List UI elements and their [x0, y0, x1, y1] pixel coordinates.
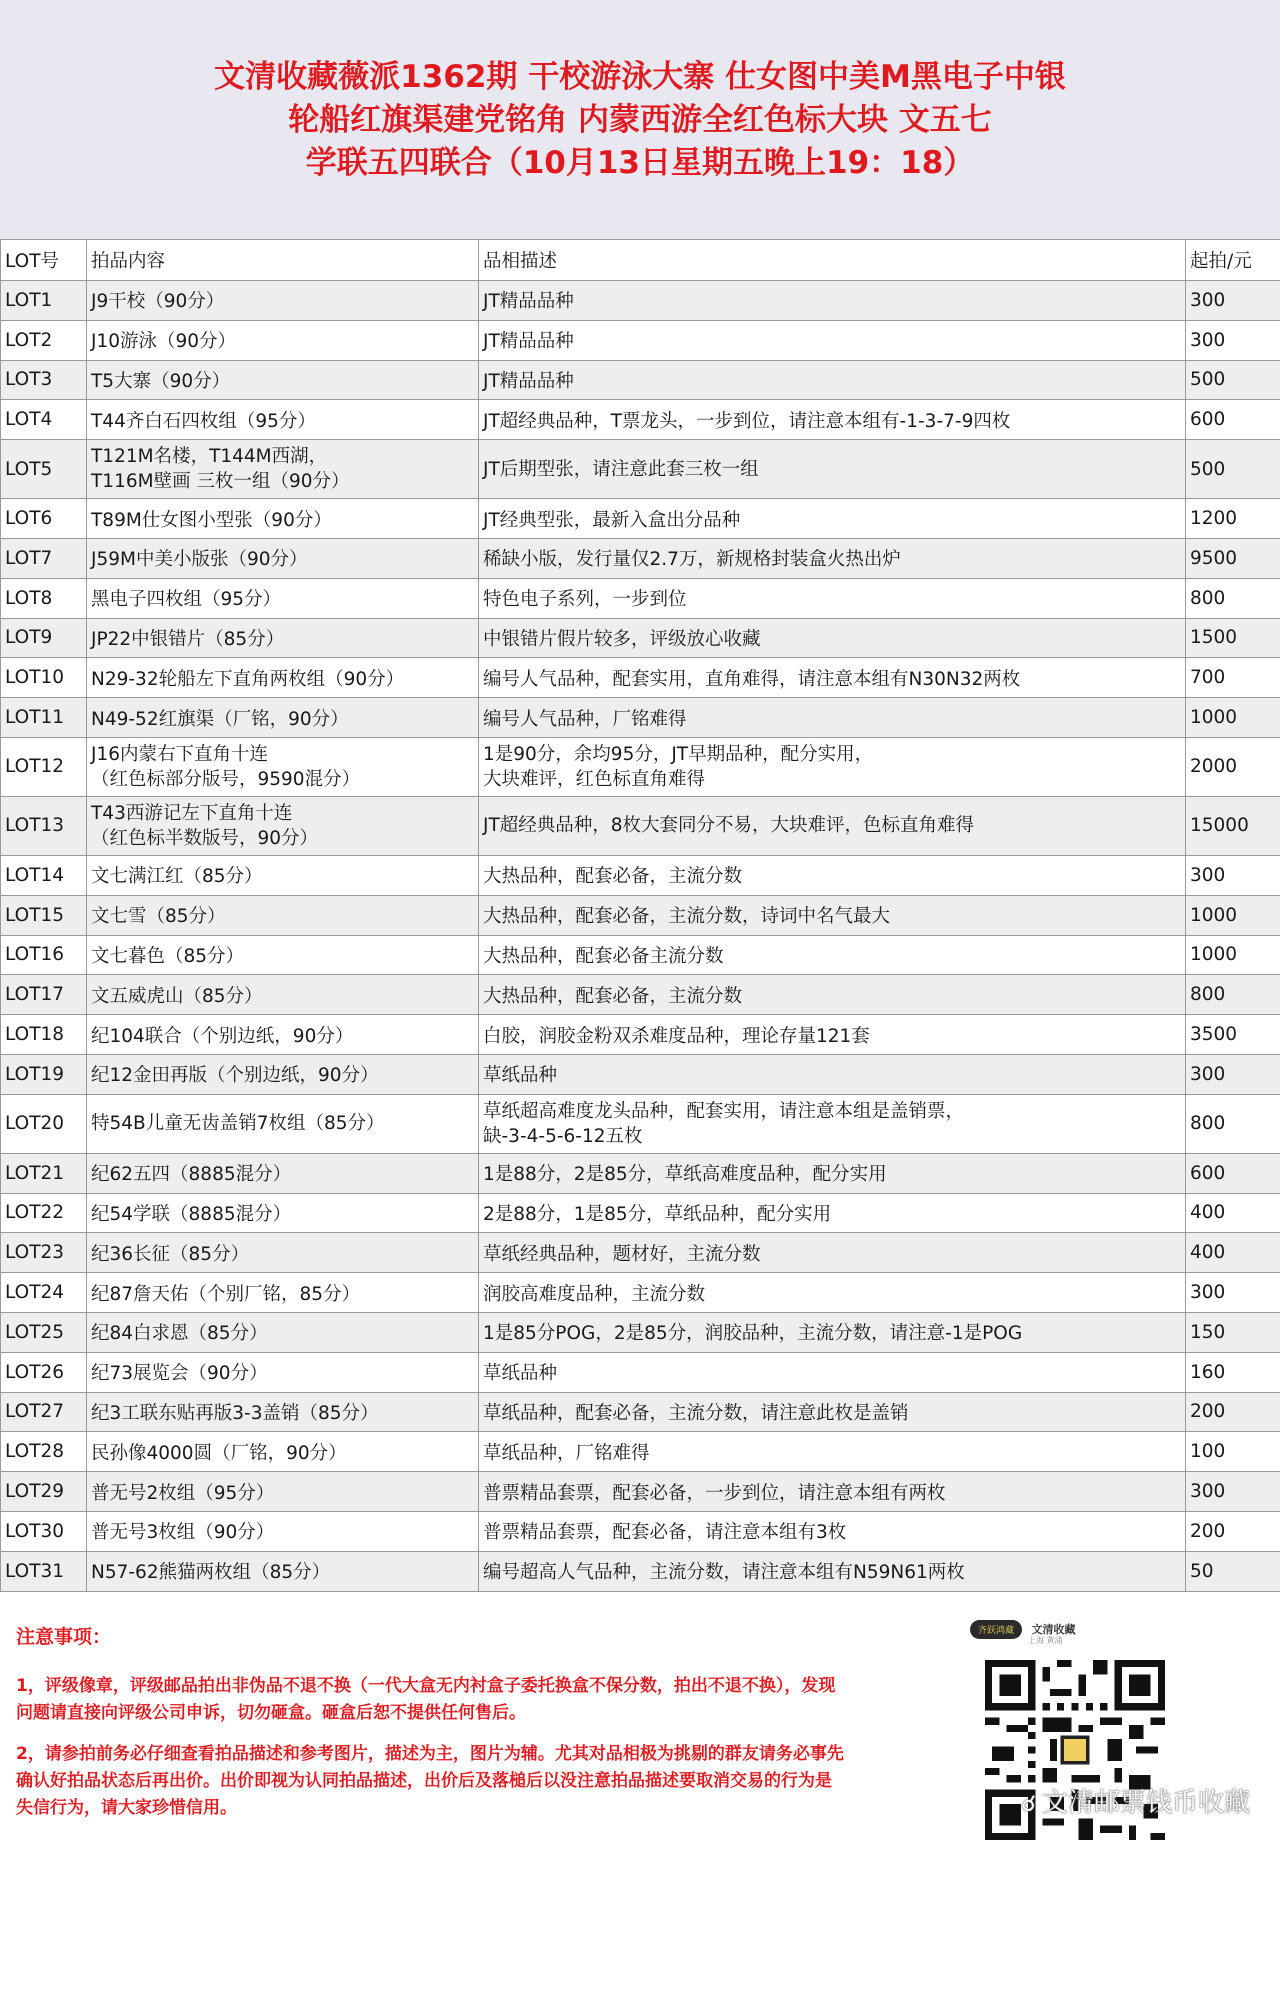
lot-number-cell: LOT7: [1, 538, 87, 578]
description-text: 草纸经典品种，题材好，主流分数: [483, 1243, 761, 1265]
lot-number-cell: LOT21: [1, 1153, 87, 1193]
title-line-2: 轮船红旗渠建党铭角 内蒙西游全红色标大块 文五七: [288, 102, 992, 138]
starting-price-cell: 1500: [1186, 618, 1280, 658]
lot-number-cell: LOT2: [1, 320, 87, 360]
item-cell: [87, 1511, 479, 1551]
lot-number-cell: LOT22: [1, 1193, 87, 1233]
item-text: T44齐白石四枚组（95分）: [91, 410, 316, 432]
description-text: JT超经典品种，8枚大套同分不易，大块难评，色标直角难得: [483, 815, 975, 837]
description-cell: [479, 1472, 1186, 1512]
description-cell: [479, 895, 1186, 935]
description-cell: [479, 935, 1186, 975]
item-text: 纪12金田再版（个别边纸，90分）: [91, 1065, 379, 1087]
item-text: JP22中银错片（85分）: [91, 628, 285, 650]
starting-price-cell: 300: [1186, 855, 1280, 895]
lot-number-cell: LOT27: [1, 1392, 87, 1432]
table-row: [1, 1472, 1280, 1512]
starting-price-cell: 700: [1186, 658, 1280, 698]
description-text: 中银错片假片较多，评级放心收藏: [483, 628, 761, 650]
lot-number-cell: LOT29: [1, 1472, 87, 1512]
description-cell: [479, 538, 1186, 578]
starting-price-cell: 9500: [1186, 538, 1280, 578]
description-text: 草纸超高难度龙头品种，配套实用，请注意本组是盖销票，: [483, 1100, 965, 1122]
item-cell: [87, 578, 479, 618]
watermark-text: 文清邮票钱币收藏: [1041, 1787, 1250, 1818]
description-cell: [479, 1352, 1186, 1392]
table-row: [1, 618, 1280, 658]
description-cell: [479, 1054, 1186, 1094]
item-cell: [87, 1015, 479, 1055]
notes-section: [0, 1592, 1280, 1867]
lot-number-cell: LOT14: [1, 855, 87, 895]
table-row: [1, 499, 1280, 539]
lot-number-cell: LOT12: [1, 737, 87, 796]
description-text: 白胶，润胶金粉双杀难度品种，理论存量121套: [483, 1025, 870, 1047]
starting-price-cell: 3500: [1186, 1015, 1280, 1055]
table-row: [1, 855, 1280, 895]
item-text: 纪3工联东贴再版3-3盖销（85分）: [91, 1402, 379, 1424]
notes-title: 注意事项：: [16, 1625, 112, 1648]
table-row: [1, 1511, 1280, 1551]
starting-price-cell: 200: [1186, 1392, 1280, 1432]
item-text: T116M壁画 三枚一组（90分）: [91, 471, 350, 493]
description-cell: [479, 499, 1186, 539]
item-text: 纪87詹天佑（个别厂铭，85分）: [91, 1283, 361, 1305]
item-cell: [87, 855, 479, 895]
lot-number-cell: LOT5: [1, 440, 87, 499]
description-text: JT经典型张，最新入盒出分品种: [483, 509, 741, 531]
description-cell: [479, 1392, 1186, 1432]
description-text: 普票精品套票，配套必备，一步到位，请注意本组有两枚: [483, 1482, 946, 1504]
item-cell: [87, 935, 479, 975]
starting-price-cell: 1000: [1186, 895, 1280, 935]
starting-price-cell: 800: [1186, 1094, 1280, 1153]
lot-table: [0, 239, 1280, 1592]
lot-number-cell: LOT3: [1, 360, 87, 400]
column-header-price: 起拍/元: [1186, 240, 1280, 281]
table-row: [1, 796, 1280, 855]
starting-price-cell: 1200: [1186, 499, 1280, 539]
item-text: 文五威虎山（85分）: [91, 985, 263, 1007]
description-text: 草纸品种，配套必备，主流分数，请注意此枚是盖销: [483, 1402, 909, 1424]
starting-price-cell: 300: [1186, 281, 1280, 321]
starting-price-cell: 400: [1186, 1193, 1280, 1233]
starting-price-cell: 100: [1186, 1432, 1280, 1472]
description-text: JT精品品种: [483, 291, 574, 313]
description-cell: [479, 796, 1186, 855]
description-cell: [479, 1153, 1186, 1193]
starting-price-cell: 500: [1186, 440, 1280, 499]
item-text: J10游泳（90分）: [91, 331, 237, 353]
item-cell: [87, 400, 479, 440]
table-row: [1, 1094, 1280, 1153]
starting-price-cell: 300: [1186, 1472, 1280, 1512]
description-text: 缺-3-4-5-6-12五枚: [483, 1125, 643, 1147]
starting-price-cell: 300: [1186, 320, 1280, 360]
table-row: [1, 320, 1280, 360]
description-text: 稀缺小版，发行量仅2.7万，新规格封装盒火热出炉: [483, 549, 901, 571]
starting-price-cell: 800: [1186, 975, 1280, 1015]
brand-subtitle: 上海 黄浦: [1028, 1635, 1063, 1645]
starting-price-cell: 50: [1186, 1551, 1280, 1591]
table-row: [1, 698, 1280, 738]
lot-number-cell: LOT31: [1, 1551, 87, 1591]
item-text: 黑电子四枚组（95分）: [91, 589, 282, 611]
starting-price-cell: 15000: [1186, 796, 1280, 855]
description-cell: [479, 1273, 1186, 1313]
item-cell: [87, 538, 479, 578]
column-header-item: 拍品内容: [87, 240, 479, 281]
item-text: T43西游记左下直角十连: [91, 802, 293, 824]
item-cell: [87, 796, 479, 855]
description-text: 1是85分POG，2是85分，润胶品种，主流分数，请注意-1是POG: [483, 1323, 1023, 1345]
title-line-1: 文清收藏薇派1362期 干校游泳大寨 仕女图中美M黑电子中银: [214, 59, 1066, 95]
starting-price-cell: 2000: [1186, 737, 1280, 796]
item-text: 纪36长征（85分）: [91, 1243, 250, 1265]
lot-number-cell: LOT19: [1, 1054, 87, 1094]
item-cell: [87, 1312, 479, 1352]
item-cell: [87, 1472, 479, 1512]
item-text: T121M名楼，T144M西湖，: [91, 446, 328, 468]
table-row: [1, 578, 1280, 618]
item-text: 文七雪（85分）: [91, 906, 226, 928]
description-cell: [479, 1015, 1186, 1055]
notes-paragraph-2: 2，请参拍前务必仔细查看拍品描述和参考图片，描述为主，图片为辅。尤其对品相极为挑剔的群友请务必事先确认好拍品状态后再出价。出价即视为认同拍品描述，出价后及落槌后以没注意拍品描述要取消交易的行为是失信行为，请大家珍惜信用。: [16, 1743, 844, 1818]
description-text: JT精品品种: [483, 370, 574, 392]
item-cell: [87, 1233, 479, 1273]
lot-number-cell: LOT25: [1, 1312, 87, 1352]
lot-number-cell: LOT9: [1, 618, 87, 658]
item-cell: [87, 975, 479, 1015]
table-row: [1, 658, 1280, 698]
item-cell: [87, 360, 479, 400]
item-text: 特54B儿童无齿盖销7枚组（85分）: [91, 1113, 385, 1135]
description-text: 大热品种，配套必备主流分数: [483, 945, 724, 967]
item-text: 纪62五四（8885混分）: [91, 1164, 292, 1186]
description-text: 草纸品种: [483, 1065, 558, 1087]
item-cell: [87, 618, 479, 658]
description-cell: [479, 1312, 1186, 1352]
item-text: （红色标半数版号，90分）: [91, 827, 319, 849]
lot-number-cell: LOT28: [1, 1432, 87, 1472]
table-row: [1, 440, 1280, 499]
description-text: 编号超高人气品种，主流分数，请注意本组有N59N61两枚: [483, 1562, 965, 1584]
description-cell: [479, 1551, 1186, 1591]
watermark: [1021, 1782, 1250, 1819]
table-row: [1, 1392, 1280, 1432]
table-row: [1, 1551, 1280, 1591]
table-row: [1, 1432, 1280, 1472]
item-cell: [87, 658, 479, 698]
description-text: 大热品种，配套必备，主流分数: [483, 985, 743, 1007]
wechat-icon: ☌: [1021, 1791, 1036, 1817]
title-line-3: 学联五四联合（10月13日星期五晚上19：18）: [305, 145, 975, 181]
description-cell: [479, 578, 1186, 618]
item-text: J59M中美小版张（90分）: [91, 549, 308, 571]
item-text: J16内蒙右下直角十连: [91, 743, 268, 765]
lot-number-cell: LOT20: [1, 1094, 87, 1153]
description-cell: [479, 737, 1186, 796]
starting-price-cell: 600: [1186, 1153, 1280, 1193]
item-text: 纪54学联（8885混分）: [91, 1203, 292, 1225]
description-cell: [479, 1094, 1186, 1153]
item-cell: [87, 1432, 479, 1472]
lot-number-cell: LOT8: [1, 578, 87, 618]
item-text: 纪104联合（个别边纸，90分）: [91, 1025, 354, 1047]
item-cell: [87, 1273, 479, 1313]
table-row: [1, 1273, 1280, 1313]
item-cell: [87, 1094, 479, 1153]
item-text: （红色标部分版号，9590混分）: [91, 768, 361, 790]
brand-name: 文清收藏: [1031, 1623, 1076, 1637]
lot-number-cell: LOT1: [1, 281, 87, 321]
table-row: [1, 1153, 1280, 1193]
lot-number-cell: LOT17: [1, 975, 87, 1015]
description-text: 编号人气品种，配套实用，直角难得，请注意本组有N30N32两枚: [483, 668, 1021, 690]
lot-number-cell: LOT26: [1, 1352, 87, 1392]
starting-price-cell: 400: [1186, 1233, 1280, 1273]
lot-number-cell: LOT24: [1, 1273, 87, 1313]
description-cell: [479, 618, 1186, 658]
item-cell: [87, 440, 479, 499]
table-row: [1, 1352, 1280, 1392]
description-text: 1是90分，余均95分，JT早期品种，配分实用，: [483, 743, 874, 765]
starting-price-cell: 1000: [1186, 935, 1280, 975]
item-text: N57-62熊猫两枚组（85分）: [91, 1562, 331, 1584]
column-header-desc: 品相描述: [479, 240, 1186, 281]
description-cell: [479, 698, 1186, 738]
item-text: T89M仕女图小型张（90分）: [91, 509, 332, 531]
lot-number-cell: LOT4: [1, 400, 87, 440]
description-text: 编号人气品种，厂铭难得: [483, 708, 687, 730]
lot-number-cell: LOT18: [1, 1015, 87, 1055]
table-row: [1, 1233, 1280, 1273]
starting-price-cell: 150: [1186, 1312, 1280, 1352]
lot-number-cell: LOT10: [1, 658, 87, 698]
item-cell: [87, 1392, 479, 1432]
item-cell: [87, 1054, 479, 1094]
starting-price-cell: 1000: [1186, 698, 1280, 738]
starting-price-cell: 600: [1186, 400, 1280, 440]
item-text: J9干校（90分）: [91, 291, 225, 313]
lot-number-cell: LOT11: [1, 698, 87, 738]
starting-price-cell: 200: [1186, 1511, 1280, 1551]
lot-number-cell: LOT23: [1, 1233, 87, 1273]
lot-number-cell: LOT30: [1, 1511, 87, 1551]
description-cell: [479, 360, 1186, 400]
item-text: T5大寨（90分）: [91, 370, 231, 392]
item-cell: [87, 1193, 479, 1233]
starting-price-cell: 300: [1186, 1273, 1280, 1313]
item-cell: [87, 320, 479, 360]
lot-number-cell: LOT16: [1, 935, 87, 975]
table-row: [1, 1015, 1280, 1055]
description-text: 润胶高难度品种，主流分数: [483, 1283, 706, 1305]
description-cell: [479, 1193, 1186, 1233]
item-text: 普无号2枚组（95分）: [91, 1482, 275, 1504]
table-row: [1, 1193, 1280, 1233]
table-row: [1, 1054, 1280, 1094]
notes-paragraph-1: 1，评级像章，评级邮品拍出非伪品不退不换（一代大盒无内衬盒子委托换盒不保分数，拍出不退不换），发现问题请直接向评级公司申诉，切勿砸盒。砸盒后恕不提供任何售后。: [16, 1675, 836, 1723]
table-row: [1, 281, 1280, 321]
header: [0, 0, 1280, 239]
description-text: 大块难评，红色标直角难得: [483, 768, 706, 790]
description-text: 大热品种，配套必备，主流分数: [483, 866, 743, 888]
item-cell: [87, 1352, 479, 1392]
description-text: 2是88分，1是85分，草纸品种，配分实用: [483, 1203, 832, 1225]
description-text: JT后期型张，请注意此套三枚一组: [483, 458, 759, 480]
description-cell: [479, 1233, 1186, 1273]
brand-logo: [970, 1620, 1210, 1650]
description-cell: [479, 1432, 1186, 1472]
lot-number-cell: LOT15: [1, 895, 87, 935]
table-header-row: [1, 240, 1280, 281]
lot-table-body: [1, 281, 1280, 1592]
item-text: 文七暮色（85分）: [91, 945, 245, 967]
table-row: [1, 360, 1280, 400]
item-text: 普无号3枚组（90分）: [91, 1522, 275, 1544]
starting-price-cell: 800: [1186, 578, 1280, 618]
column-header-lot: LOT号: [1, 240, 87, 281]
description-cell: [479, 400, 1186, 440]
item-cell: [87, 281, 479, 321]
description-text: 草纸品种: [483, 1363, 558, 1385]
description-cell: [479, 440, 1186, 499]
item-cell: [87, 1551, 479, 1591]
item-cell: [87, 737, 479, 796]
description-cell: [479, 281, 1186, 321]
table-row: [1, 1312, 1280, 1352]
item-text: 文七满江红（85分）: [91, 866, 263, 888]
description-text: JT超经典品种，T票龙头，一步到位，请注意本组有-1-3-7-9四枚: [483, 410, 1011, 432]
description-cell: [479, 975, 1186, 1015]
item-text: 民孙像4000圆（厂铭，90分）: [91, 1442, 347, 1464]
item-cell: [87, 698, 479, 738]
table-row: [1, 400, 1280, 440]
starting-price-cell: 500: [1186, 360, 1280, 400]
item-text: 纪73展览会（90分）: [91, 1363, 268, 1385]
description-cell: [479, 320, 1186, 360]
lot-number-cell: LOT6: [1, 499, 87, 539]
starting-price-cell: 300: [1186, 1054, 1280, 1094]
table-row: [1, 935, 1280, 975]
item-cell: [87, 1153, 479, 1193]
description-text: 普票精品套票，配套必备，请注意本组有3枚: [483, 1522, 847, 1544]
description-cell: [479, 855, 1186, 895]
item-text: N49-52红旗渠（厂铭，90分）: [91, 708, 349, 730]
description-text: 草纸品种，厂铭难得: [483, 1442, 650, 1464]
table-row: [1, 737, 1280, 796]
item-cell: [87, 895, 479, 935]
item-text: N29-32轮船左下直角两枚组（90分）: [91, 668, 405, 690]
table-row: [1, 975, 1280, 1015]
description-text: 1是88分，2是85分，草纸高难度品种，配分实用: [483, 1164, 887, 1186]
description-text: 特色电子系列，一步到位: [483, 589, 687, 611]
lot-number-cell: LOT13: [1, 796, 87, 855]
item-cell: [87, 499, 479, 539]
starting-price-cell: 160: [1186, 1352, 1280, 1392]
description-text: JT精品品种: [483, 331, 574, 353]
description-text: 大热品种，配套必备，主流分数，诗词中名气最大: [483, 906, 891, 928]
description-cell: [479, 658, 1186, 698]
description-cell: [479, 1511, 1186, 1551]
item-text: 纪84白求恩（85分）: [91, 1323, 268, 1345]
brand-badge: 齐跃鸿藏: [970, 1620, 1022, 1639]
table-row: [1, 538, 1280, 578]
table-row: [1, 895, 1280, 935]
